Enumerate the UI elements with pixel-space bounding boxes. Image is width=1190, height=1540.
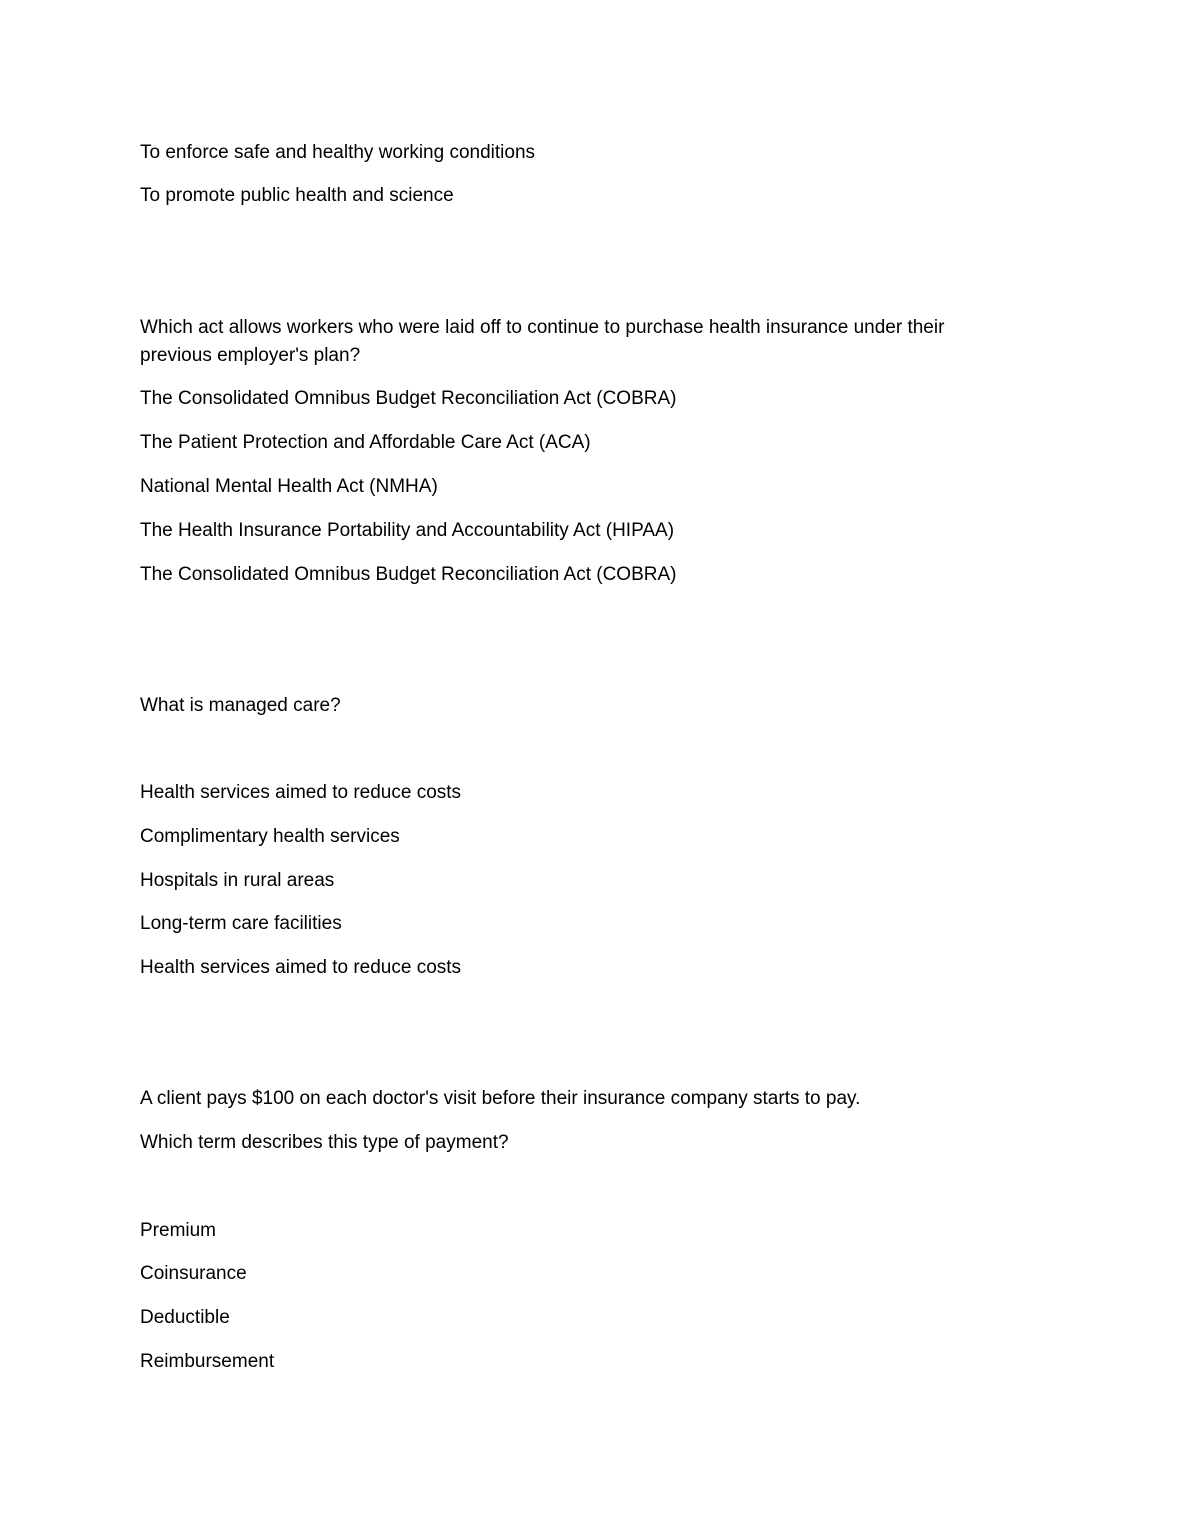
answer-option: Complimentary health services [140,826,400,847]
answer-option: Health services aimed to reduce costs [140,782,462,803]
answer-option: Long-term care facilities [140,913,342,934]
answer-option: Premium [140,1220,217,1241]
answer-option: The Patient Protection and Affordable Care Act (ACA) [140,432,591,453]
answer-option: National Mental Health Act (NMHA) [140,476,438,497]
correct-answer: Health services aimed to reduce costs [140,957,462,978]
question-text: What is managed care? [140,695,341,716]
answer-option: Reimbursement [140,1351,275,1372]
answer-option: To enforce safe and healthy working conditions [140,142,536,163]
question-text: A client pays $100 on each doctor's visit before their insurance company starts to pay. [140,1088,861,1109]
answer-option: The Consolidated Omnibus Budget Reconciliation Act (COBRA) [140,388,677,409]
answer-option: Coinsurance [140,1263,247,1284]
question-text: Which act allows workers who were laid off to continue to purchase health insurance under their previous employer's plan? [140,317,945,366]
answer-option: Deductible [140,1307,230,1328]
answer-option: To promote public health and science [140,185,454,206]
answer-option: The Health Insurance Portability and Accountability Act (HIPAA) [140,520,675,541]
answer-option: Hospitals in rural areas [140,870,335,891]
correct-answer: The Consolidated Omnibus Budget Reconciliation Act (COBRA) [140,564,677,585]
question-text: Which term describes this type of payment? [140,1132,509,1153]
